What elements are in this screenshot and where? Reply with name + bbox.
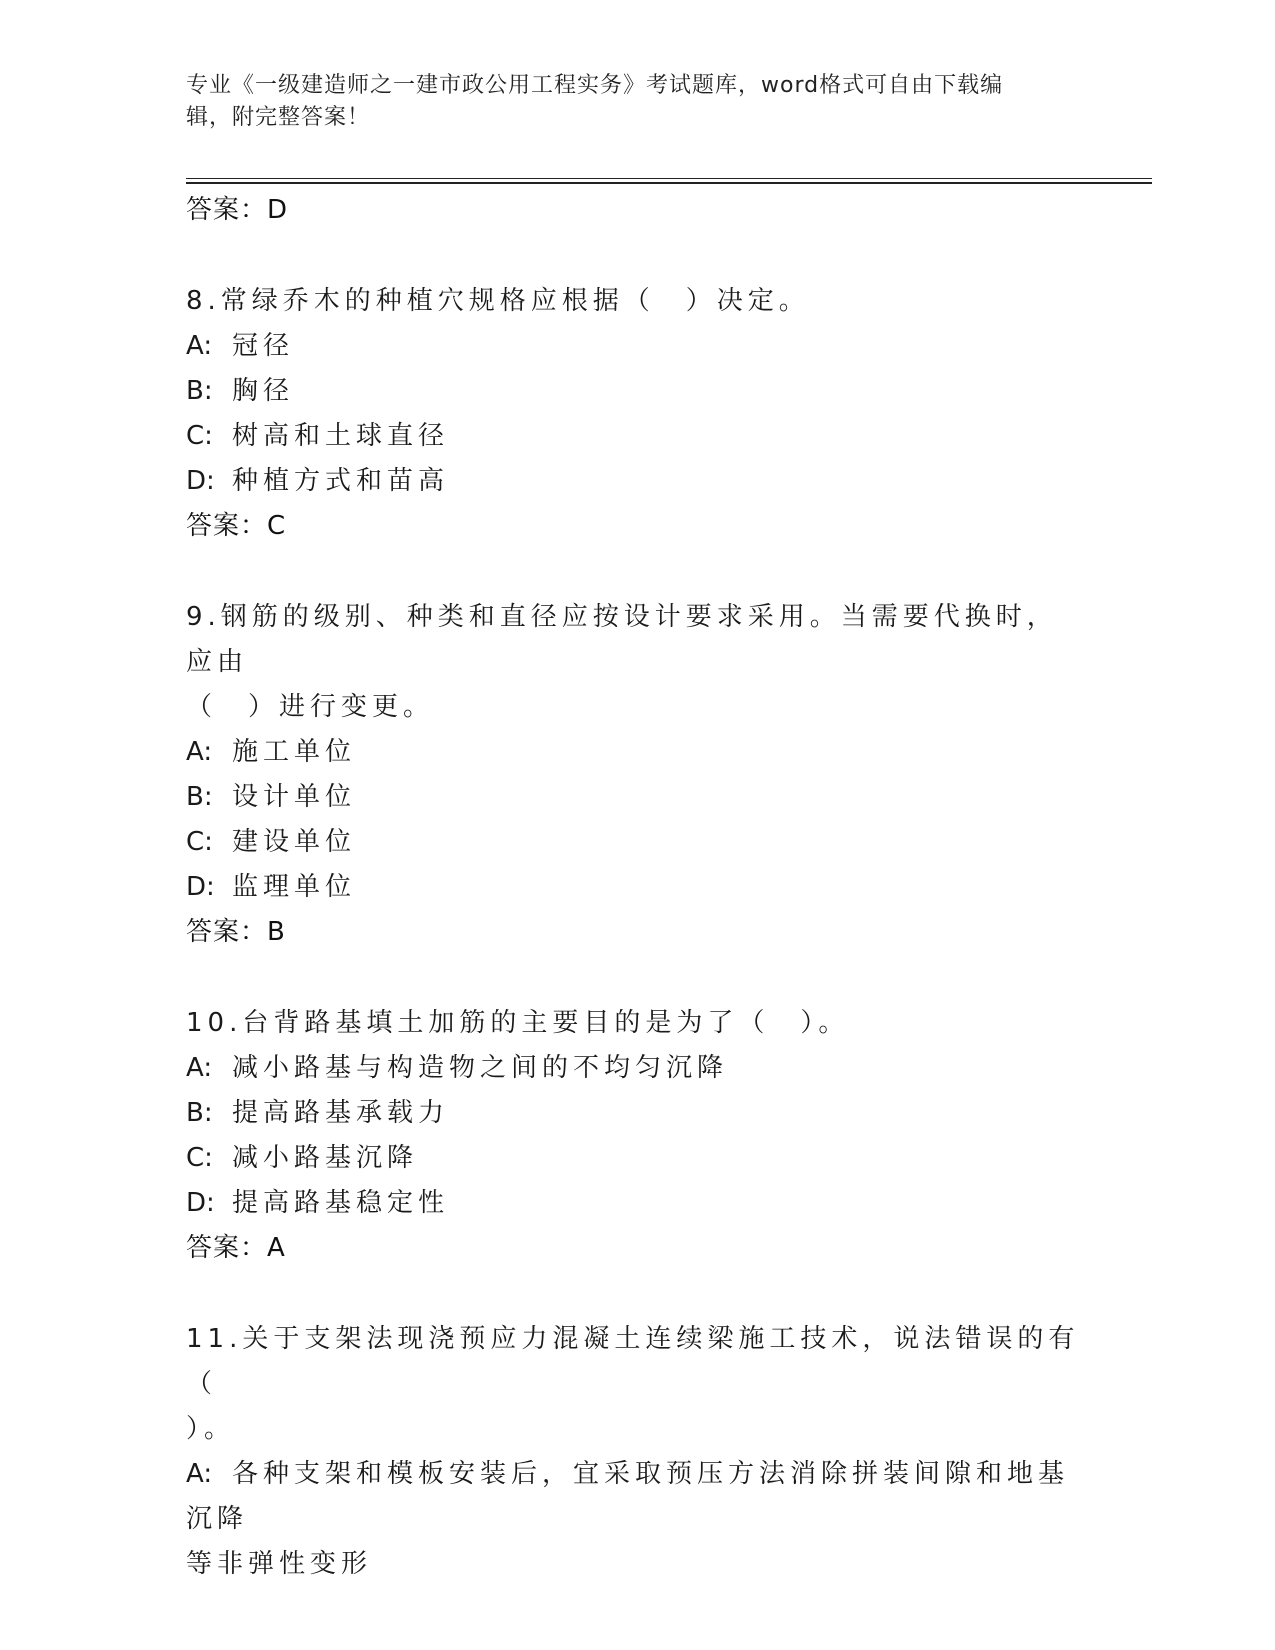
option-key: B: — [186, 376, 213, 406]
question-item — [186, 1001, 1086, 1271]
answer-value: C — [267, 511, 286, 541]
option-d — [186, 459, 1086, 504]
question-text-line-2: ）。 — [186, 1414, 236, 1444]
option-a-continuation: 等非弹性变形 — [186, 1549, 373, 1579]
answer-value: D — [267, 195, 288, 225]
answer-line — [186, 1226, 1086, 1271]
option-d — [186, 865, 1086, 910]
answer-value: B — [267, 917, 285, 947]
option-d — [186, 1181, 1086, 1226]
question-text: 8.常绿乔木的种植穴规格应根据（ ）决定。 — [186, 286, 810, 316]
answer-label: 答案： — [186, 511, 268, 541]
option-text: 设计单位 — [232, 782, 357, 812]
option-text: 提高路基稳定性 — [232, 1188, 450, 1218]
header-line-1: 专业《一级建造师之一建市政公用工程实务》考试题库，word格式可自由下载编 — [186, 73, 1004, 98]
option-key: A: — [186, 331, 213, 361]
option-text: 提高路基承载力 — [232, 1098, 450, 1128]
option-b — [186, 775, 1086, 820]
question-item — [186, 595, 1086, 955]
header-line-2: 辑，附完整答案！ — [186, 105, 371, 130]
option-c — [186, 820, 1086, 865]
question-text-line-1: 9.钢筋的级别、种类和直径应按设计要求采用。当需要代换时，应由 — [186, 602, 1058, 677]
option-text: 各种支架和模板安装后，宜采取预压方法消除拼装间隙和地基沉降 — [186, 1459, 1070, 1534]
option-key: D: — [186, 872, 215, 902]
header-rule-thick — [186, 182, 1152, 184]
option-text: 种植方式和苗高 — [232, 466, 450, 496]
question-text: 10.台背路基填土加筋的主要目的是为了（ ）。 — [186, 1008, 850, 1038]
answer-value: A — [267, 1233, 285, 1263]
option-key: A: — [186, 1459, 213, 1489]
option-b — [186, 369, 1086, 414]
option-key: C: — [186, 421, 213, 451]
page-header — [186, 70, 1066, 134]
option-text: 施工单位 — [232, 737, 357, 767]
option-a — [186, 324, 1086, 369]
option-key: D: — [186, 1188, 215, 1218]
option-c — [186, 1136, 1086, 1181]
answer-label: 答案： — [186, 195, 268, 225]
option-b — [186, 1091, 1086, 1136]
question-item — [186, 1317, 1086, 1587]
option-text: 胸径 — [232, 376, 295, 406]
answer-line — [186, 910, 1086, 955]
option-key: B: — [186, 782, 213, 812]
answer-line — [186, 504, 1086, 549]
option-key: D: — [186, 466, 215, 496]
option-text: 树高和土球直径 — [232, 421, 450, 451]
option-key: C: — [186, 827, 213, 857]
option-text: 建设单位 — [232, 827, 357, 857]
option-key: B: — [186, 1098, 213, 1128]
option-a — [186, 1452, 1086, 1542]
answer-label: 答案： — [186, 1233, 268, 1263]
option-key: A: — [186, 1053, 213, 1083]
option-text: 监理单位 — [232, 872, 357, 902]
header-rule-thin — [186, 178, 1152, 179]
option-key: C: — [186, 1143, 213, 1173]
answer-line — [186, 188, 1086, 233]
option-a — [186, 1046, 1086, 1091]
option-text: 冠径 — [232, 331, 295, 361]
question-text-line-1: 11.关于支架法现浇预应力混凝土连续梁施工技术，说法错误的有（ — [186, 1324, 1080, 1399]
answer-label: 答案： — [186, 917, 268, 947]
option-text: 减小路基与构造物之间的不均匀沉降 — [232, 1053, 729, 1083]
option-a — [186, 730, 1086, 775]
question-item — [186, 279, 1086, 549]
question-text-line-2: （ ）进行变更。 — [186, 692, 435, 722]
option-text: 减小路基沉降 — [232, 1143, 419, 1173]
option-key: A: — [186, 737, 213, 767]
question-list — [186, 188, 1086, 1587]
option-c — [186, 414, 1086, 459]
